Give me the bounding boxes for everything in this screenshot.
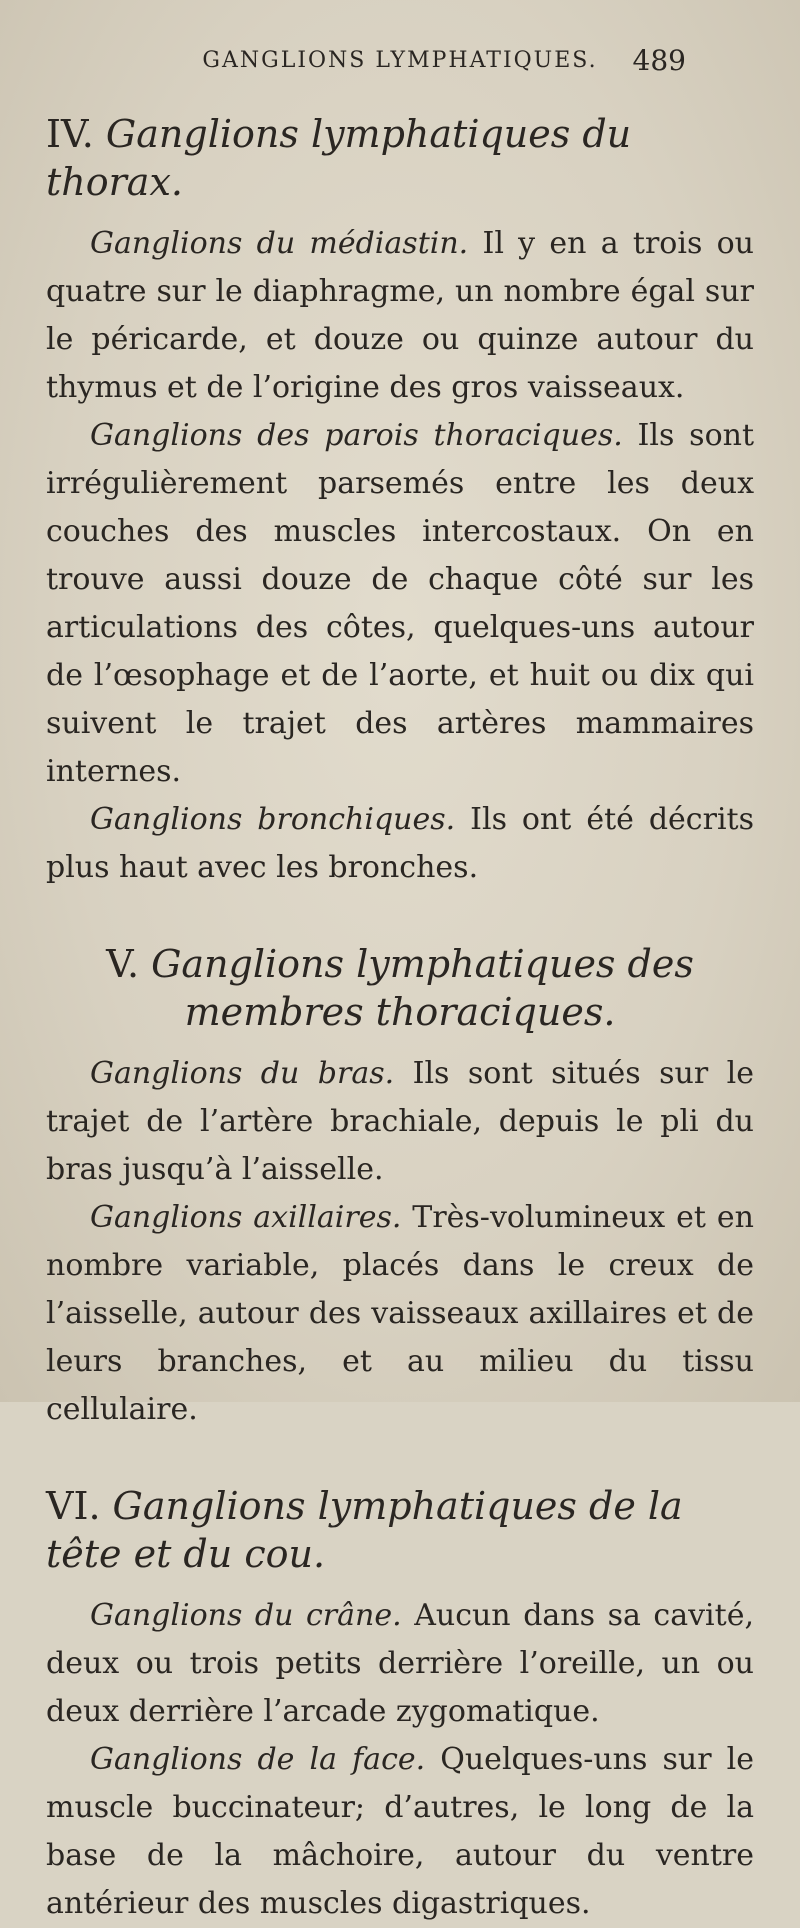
paragraph xyxy=(46,412,754,796)
paragraph xyxy=(46,220,754,412)
section-numeral: VI. xyxy=(46,1484,101,1528)
paragraph xyxy=(46,1736,754,1928)
paragraph-lead: Ganglions du médiastin. xyxy=(90,226,469,261)
paragraph-lead: Ganglions des parois thoraciques. xyxy=(90,418,623,453)
section-title: Ganglions lymphatiques des membres thoraciques. xyxy=(151,942,694,1034)
paragraph xyxy=(46,1050,754,1194)
paragraph xyxy=(46,796,754,892)
paragraph-text: Ils sont irrégulièrement parsemés entre les deux couches des muscles intercostaux. On en trouve aussi douze de chaque côté sur les articulations des côtes, quelques-uns autour de l’œsophage et de l’aorte, et huit ou dix qui suivent le trajet des artères mammaires internes. xyxy=(46,418,755,789)
paragraph-lead: Ganglions de la face. xyxy=(90,1742,426,1777)
section-numeral: V. xyxy=(106,942,140,986)
paragraph-text: Il y en a trois ou quatre sur le diaphragme, un nombre égal sur le péricarde, et douze ou quinze autour du thymus et de l’origine des gros vaisseaux. xyxy=(46,226,754,405)
paragraph-lead: Ganglions bronchiques. xyxy=(90,802,456,837)
section-heading-vi xyxy=(46,1482,754,1578)
section-title: Ganglions lymphatiques de la tête et du cou. xyxy=(46,1484,683,1576)
running-head xyxy=(46,42,754,88)
paragraph-text: Ils ont été décrits plus haut avec les bronches. xyxy=(46,802,754,885)
section-numeral: IV. xyxy=(46,112,94,156)
section-heading-v xyxy=(46,940,754,1036)
paragraph-lead: Ganglions du bras. xyxy=(90,1056,395,1091)
paragraph xyxy=(46,1592,754,1736)
section-title: Ganglions lymphatiques du thorax. xyxy=(46,112,632,204)
paragraph-text: Aucun dans sa cavité, deux ou trois petits derrière l’oreille, un ou deux derrière l’arcade zygomatique. xyxy=(46,1598,754,1729)
page-number: 489 xyxy=(632,44,686,77)
paragraph xyxy=(46,1194,754,1434)
paragraph-text: Quelques-uns sur le muscle buccinateur; d’autres, le long de la base de la mâchoire, autour du ventre antérieur des muscles digastriques. xyxy=(46,1742,754,1921)
running-title: GANGLIONS LYMPHATIQUES. xyxy=(202,48,598,73)
paragraph-text: Très-volumineux et en nombre variable, placés dans le creux de l’aisselle, autour des vaisseaux axillaires et de leurs branches, et au milieu du tissu cellulaire. xyxy=(46,1200,754,1427)
paragraph-lead: Ganglions axillaires. xyxy=(90,1200,402,1235)
paragraph-text: Ils sont situés sur le trajet de l’artère brachiale, depuis le pli du bras jusqu’à l’aisselle. xyxy=(46,1056,754,1187)
section-heading-iv xyxy=(46,110,754,206)
paragraph-lead: Ganglions du crâne. xyxy=(90,1598,402,1633)
